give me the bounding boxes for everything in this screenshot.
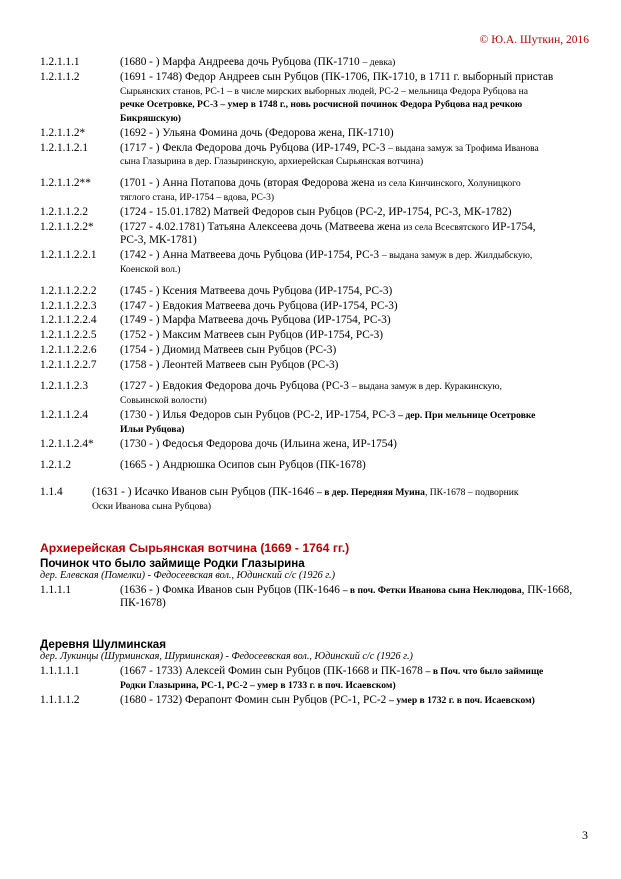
entry-text-line <box>120 263 588 277</box>
copyright-notice: © Ю.А. Шуткин, 2016 <box>479 34 589 46</box>
entry-text-span: – дер. При мельнице Осетровке <box>398 409 536 421</box>
entry-text-span: Совьинской волости) <box>120 395 207 407</box>
entry-number: 1.2.1.1.2** <box>40 177 91 190</box>
entry-text-line <box>120 155 588 169</box>
entry-text-span: (1749 - ) Марфа Матвеева дочь Рубцова (ИР-1754, РС-3) <box>120 314 391 327</box>
entry-text-span: ПК-1678) <box>120 597 166 610</box>
genealogy-entry <box>40 694 588 708</box>
entry-text-line <box>120 409 588 423</box>
genealogy-entry <box>40 71 588 126</box>
entry-text-span: – девка) <box>362 57 396 68</box>
subsection-heading: Деревня Шулминская <box>40 638 166 652</box>
entry-text <box>120 438 588 452</box>
entry-number: 1.1.1.1 <box>40 583 72 596</box>
entry-text <box>120 249 588 277</box>
entry-number: 1.2.1.1.2.2.3 <box>40 299 97 312</box>
entry-number: 1.2.1.1.2.2.2 <box>40 284 97 297</box>
genealogy-entry <box>40 285 588 299</box>
genealogy-entry <box>40 459 588 473</box>
entry-text <box>120 285 588 299</box>
entry-text-span: (1727 - ) Евдокия Федорова дочь Рубцова (РС-3 <box>120 380 352 393</box>
entry-number: 1.1.1.1.2 <box>40 693 80 706</box>
genealogy-entry <box>40 177 588 205</box>
entry-text-line <box>120 359 588 373</box>
entry-text-line <box>120 329 588 343</box>
entry-number: 1.2.1.1.2.2.4 <box>40 314 97 327</box>
entry-text <box>120 329 588 343</box>
entry-text-line <box>120 314 588 328</box>
genealogy-entry <box>40 380 588 408</box>
entry-text-line <box>120 142 588 156</box>
genealogy-entry-list <box>40 584 588 612</box>
entry-text-span: (1758 - ) Леонтей Матвеев сын Рубцов (РС-3) <box>120 358 339 371</box>
entry-text-line <box>120 85 588 99</box>
entry-text-span: сына Глазырина в дер. Глазыринскую, архиерейская Сырьянская вотчина) <box>120 156 424 168</box>
entry-text-span: (1724 - 15.01.1782) Матвей Федоров сын Рубцов (РС-2, ИР-1754, РС-3, МК-1782) <box>120 205 512 218</box>
entry-text-span: из села Всесвятского <box>403 221 490 233</box>
entry-number: 1.2.1.1.2.2.6 <box>40 343 97 356</box>
entry-text <box>120 71 588 126</box>
genealogy-entry <box>40 206 588 220</box>
entry-number: 1.2.1.1.1 <box>40 56 80 68</box>
spacer <box>40 373 588 380</box>
entry-text-span: ь росчисной починок Федора Рубцова над речкою <box>305 99 523 111</box>
entry-text-span: Оски Иванова сына Рубцова) <box>92 500 212 512</box>
entry-text-span: (1665 - ) Андрюшка Осипов сын Рубцов (ПК-1678) <box>120 459 366 472</box>
entry-text-span: (1701 - ) Анна Потапова дочь (вторая Федорова жена <box>120 177 378 190</box>
entry-text-span: (1717 - ) Фекла Федорова дочь Рубцова (ИР-1749, РС-3 <box>120 141 389 154</box>
entry-text-span: (1742 - ) Анна Матвеева дочь Рубцова (ИР-1754, РС-3 <box>120 249 382 262</box>
entry-text-span: (1747 - ) Евдокия Матвеева дочь Рубцова (ИР-1754, РС-3) <box>120 299 398 312</box>
entry-text <box>120 300 588 314</box>
entry-text-line <box>120 679 588 693</box>
entry-text-span: (1680 - 1732) Ферапонт Фомин сын Рубцов (РС-1, РС-2 <box>120 693 390 706</box>
entry-number: 1.2.1.1.2.4 <box>40 408 89 421</box>
spacer <box>40 474 588 486</box>
entry-text-line <box>92 486 588 500</box>
entry-text-span: речке Осетровке, РС-3 – умер в 1748 г., <box>120 99 291 111</box>
entry-text-line <box>120 206 588 220</box>
genealogy-entry-list <box>40 56 588 514</box>
entry-text-span: – выдана замуж в дер. Куракинскую, <box>351 381 502 393</box>
entry-text <box>120 344 588 358</box>
genealogy-entry <box>40 344 588 358</box>
entry-text-span: (1745 - ) Ксения Матвеева дочь Рубцова (ИР-1754, РС-3) <box>120 284 393 297</box>
entry-text-line <box>120 71 588 85</box>
entry-text-span: (1752 - ) Максим Матвеев сын Рубцов (ИР-1754, РС-3) <box>120 329 383 342</box>
entry-text-line <box>120 300 588 314</box>
genealogy-entry <box>40 249 588 277</box>
entry-text-span: – выдана замуж в дер. Жилдыбскую, <box>381 250 533 262</box>
entry-text-span: – в Поч. что было займище <box>425 666 544 678</box>
subsection-note: дер. Лукинцы (Шурминская, Шурминская) - Федосеевская вол., Юдинский с/с (1926 г.) <box>40 651 413 663</box>
entry-text-span: нов <box>290 99 306 111</box>
entry-number: 1.2.1.1.2.3 <box>40 380 89 393</box>
entry-text <box>120 359 588 373</box>
genealogy-entry <box>40 438 588 452</box>
entry-text-span: – в поч. Фетки Иванова сына Неклюдова <box>342 584 522 596</box>
genealogy-entry <box>40 221 588 249</box>
entry-text-line <box>120 98 588 112</box>
entry-number: 1.1.4 <box>40 486 63 499</box>
genealogy-entry <box>40 665 588 693</box>
genealogy-entry <box>40 329 588 343</box>
entry-text-span: (1667 - 1733) Алексей Фомин сын Рубцов (ПК-1668 и ПК-1678 <box>120 665 426 678</box>
genealogy-entry <box>40 409 588 437</box>
subsection-note: дер. Елевская (Помелки) - Федосеевская вол., Юдинский с/с (1926 г.) <box>40 569 335 581</box>
entry-text-line <box>120 221 588 235</box>
genealogy-entry <box>40 314 588 328</box>
entry-number: 1.2.1.2 <box>40 459 72 472</box>
entry-text-span: (1730 - ) Илья Федоров сын Рубцов (РС-2, ИР-1754, РС-3 <box>120 408 399 421</box>
genealogy-entry <box>40 584 588 612</box>
entry-text-line <box>120 56 588 70</box>
genealogy-entry <box>40 56 588 70</box>
section-heading <box>40 541 588 555</box>
entry-text-span: (1754 - ) Диомид Матвеев сын Рубцов (РС-3) <box>120 343 337 356</box>
entry-text-span: , ПК-1678 <box>424 487 468 499</box>
entry-text-line <box>120 380 588 394</box>
entry-text-span: – в дер. Передняя Муина <box>317 487 425 499</box>
entry-text-span: (1636 - ) Фомка Иванов сын Рубцов (ПК-1646 <box>120 583 343 596</box>
spacer <box>40 452 588 459</box>
section-heading-text: Архиерейская Сырьянская вотчина <box>40 540 257 555</box>
entry-text-span: (1691 - 1748) Федор Андреев сын Рубцов (ПК-1706, ПК-1710, в 1711 г. выборный пристав <box>120 70 554 83</box>
entry-number: 1.2.1.1.2.2* <box>40 220 94 233</box>
genealogy-entry <box>40 300 588 314</box>
entry-text <box>120 142 588 170</box>
entry-text-line <box>120 438 588 452</box>
entry-text-span: Родки Глазырина, РС-1, РС-2 – умер в 1733 г. в поч. Исаевском) <box>120 680 396 691</box>
entry-number: 1.2.1.1.2.2.5 <box>40 329 97 342</box>
entry-text-line <box>120 112 588 126</box>
entry-text-line <box>120 665 588 679</box>
entry-text <box>120 380 588 408</box>
entry-text <box>120 127 588 141</box>
entry-text-span: – подворник <box>467 487 519 499</box>
section-heading-years: (1669 - 1764 гг.) <box>260 540 350 555</box>
entry-number: 1.2.1.1.2.2 <box>40 205 89 218</box>
entry-text <box>120 694 588 708</box>
entry-text <box>120 221 588 249</box>
entry-text-line <box>120 177 588 191</box>
genealogy-entry <box>40 127 588 141</box>
entry-text-span: Коенской вол.) <box>120 263 181 275</box>
entry-text-span: (1680 - ) Марфа Андреева дочь Рубцова (ПК-1710 <box>120 56 363 68</box>
entry-text-line <box>120 459 588 473</box>
entry-text-line <box>120 191 588 205</box>
entry-text <box>120 584 588 612</box>
entry-text-line <box>120 423 588 437</box>
genealogy-entry <box>40 142 588 170</box>
entry-text-line <box>92 500 588 514</box>
entry-text-line <box>120 127 588 141</box>
entry-text-span: (1631 - ) Исачко Иванов сын Рубцов (ПК-1646 <box>92 486 317 499</box>
entry-text <box>120 206 588 220</box>
spacer <box>40 612 588 638</box>
entry-text <box>120 56 588 70</box>
entry-text-span: тяглого стана, ИР-1754 – вдова, РС-3) <box>120 192 275 204</box>
subsection-heading: Починок что было займище Родки Глазырина <box>40 556 305 570</box>
entry-number: 1.2.1.1.2.1 <box>40 141 89 154</box>
entry-text-line <box>120 249 588 263</box>
entry-text-line <box>120 597 588 611</box>
entry-text-span: из села Кинчинского, Холуницкого <box>377 178 521 190</box>
entry-text-line <box>120 234 588 248</box>
entry-text-span: (1727 - 4.02.1781) Татьяна Алексеева дочь (Матвеева жена <box>120 220 404 233</box>
genealogy-entry <box>40 359 588 373</box>
entry-text-span: Сырьянских станов, РС-1 – в числе мирских выборных людей, РС-2 – мельница Федора Рубцова на <box>120 85 529 97</box>
entry-text <box>120 177 588 205</box>
section-derevnya-shulminskaya <box>40 638 588 707</box>
spacer <box>40 170 588 177</box>
entry-text-line <box>120 285 588 299</box>
section-archbishop-syryanskaya <box>40 541 588 612</box>
entry-text-span: – умер в 1732 г. в поч. Исаевском) <box>389 694 535 706</box>
entry-text-span: (1692 - ) Ульяна Фомина дочь (Федорова жена, ПК-1710) <box>120 126 394 139</box>
entry-text <box>120 409 588 437</box>
entry-number: 1.1.1.1.1 <box>40 665 80 678</box>
genealogy-entry <box>40 486 588 514</box>
page-number: 3 <box>582 828 588 842</box>
entry-number: 1.2.1.1.2.4* <box>40 437 94 450</box>
entry-text-span: ИР-1754, <box>489 220 536 233</box>
entry-text-span: , ПК-1668, <box>521 583 573 596</box>
entry-text-line <box>120 344 588 358</box>
entry-text-span: РС-3, МК-1781) <box>120 234 197 247</box>
entry-number: 1.2.1.1.2 <box>40 70 80 83</box>
entry-text-line <box>120 394 588 408</box>
entry-text <box>92 486 588 514</box>
entry-text-span: Бикряшскую) <box>120 113 181 125</box>
spacer <box>40 515 588 541</box>
entry-text-span: – выдана замуж за Трофима Иванова <box>388 142 539 154</box>
entry-number: 1.2.1.1.2.2.1 <box>40 249 97 262</box>
entry-number: 1.2.1.1.2.2.7 <box>40 358 97 371</box>
genealogy-entry-list <box>40 665 588 707</box>
entry-number: 1.2.1.1.2* <box>40 126 86 139</box>
entry-text <box>120 665 588 693</box>
entry-text <box>120 314 588 328</box>
document-body <box>40 56 588 709</box>
entry-text-span: (1730 - ) Федосья Федорова дочь (Ильина жена, ИР-1754) <box>120 437 397 450</box>
spacer <box>40 278 588 285</box>
entry-text <box>120 459 588 473</box>
entry-text-line <box>120 694 588 708</box>
entry-text-span: Ильи Рубцова) <box>120 423 185 435</box>
entry-text-line <box>120 584 588 598</box>
